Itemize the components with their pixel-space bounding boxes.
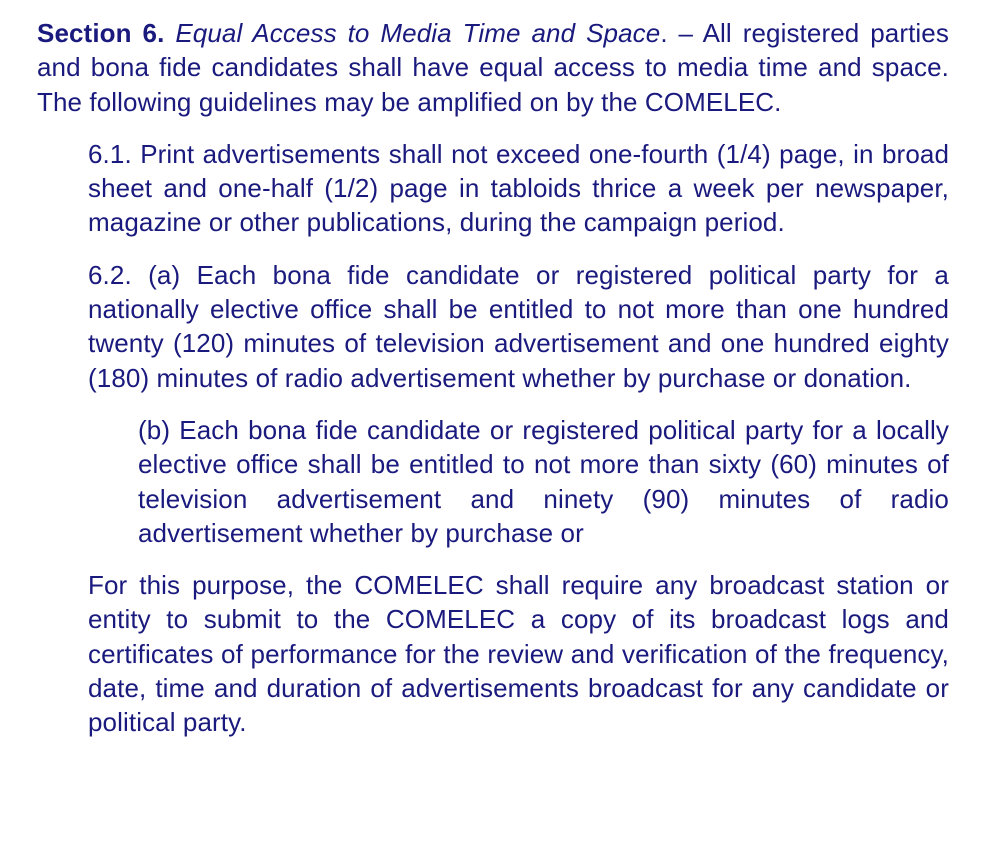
section-separator: . – <box>660 18 703 48</box>
section-6-heading-paragraph <box>37 16 949 119</box>
section-body: All registered parties and bona fide candidates shall have equal access to media time and space. The following guidelines may be amplified on by the COMELEC. <box>37 18 949 117</box>
section-title: Equal Access to Media Time and Space <box>175 18 661 48</box>
document-page <box>37 16 949 740</box>
section-label: Section 6. <box>37 18 165 48</box>
paragraph-6-2-a: 6.2. (a) Each bona fide candidate or registered political party for a nationally elective office shall be entitled to not more than one hundred twenty (120) minutes of television advertisement and one hundred eighty (180) minutes of radio advertisement whether by purchase or donation. <box>88 259 949 393</box>
paragraph-6-2-b: (b) Each bona fide candidate or registered political party for a locally elective office shall be entitled to not more than sixty (60) minutes of television advertisement and ninety (90) minutes of radio advertisement whether by purchase or <box>138 414 949 548</box>
paragraph-purpose: For this purpose, the COMELEC shall require any broadcast station or entity to submit to the COMELEC a copy of its broadcast logs and certificates of performance for the review and verification of the frequency, date, time and duration of advertisements broadcast for any candidate or political party. <box>88 570 949 738</box>
paragraph-6-1: 6.1. Print advertisements shall not exceed one-fourth (1/4) page, in broad sheet and one-half (1/2) page in tabloids thrice a week per newspaper, magazine or other publications, during the campaign period. <box>88 138 949 238</box>
